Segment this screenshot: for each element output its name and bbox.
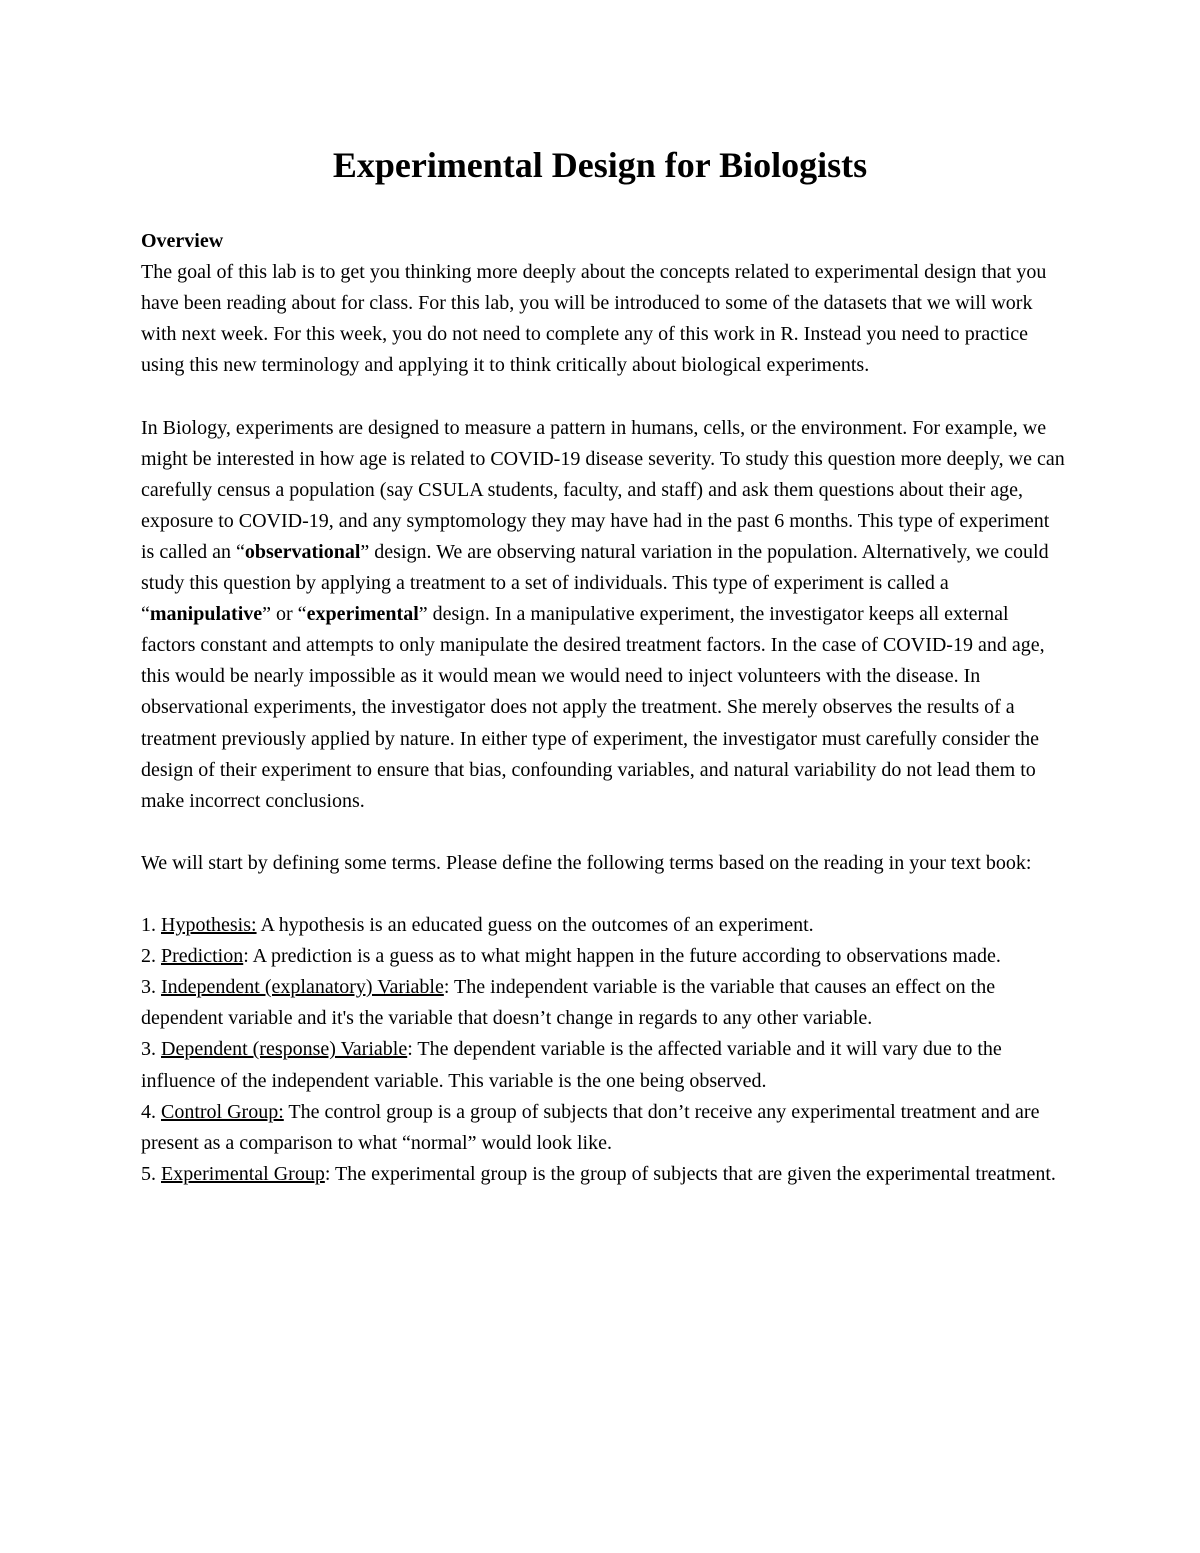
paragraph-gap	[141, 879, 1066, 910]
definition-term: Hypothesis:	[161, 914, 257, 937]
definitions-list	[141, 910, 1066, 1190]
paragraph-gap	[141, 817, 1066, 848]
intro-text-4: ” design. In a manipulative experiment, the investigator keeps all external factors constant and attempts to only manipulate the desired treatment factors. In the case of COVID-19 and age, this would be nearly impossible as it would mean we would need to inject volunteers with the disease. In observational experiments, the investigator does not apply the treatment. She merely observes the results of a treatment previously applied by nature. In either type of experiment, the investigator must carefully consider the design of their experiment to ensure that bias, confounding variables, and natural variability do not lead them to make incorrect conclusions.	[141, 603, 1045, 812]
overview-paragraph: The goal of this lab is to get you thinking more deeply about the concepts related to experimental design that you have been reading about for class. For this lab, you will be introduced to some of the datasets that we will work with next week. For this week, you do not need to complete any of this work in R. Instead you need to practice using this new terminology and applying it to think critically about biological experiments.	[141, 261, 1047, 377]
intro-text-1: In Biology, experiments are designed to measure a pattern in humans, cells, or the environment. For example, we might be interested in how age is related to COVID-19 disease severity. To study this question more deeply, we can carefully census a population (say CSULA students, faculty, and staff) and ask them questions about their age, exposure to COVID-19, and any symptomology they may have had in the past 6 months. This type of experiment is called an “	[141, 416, 1065, 563]
definition-number: 2.	[141, 945, 161, 968]
definition-term: Control Group:	[161, 1100, 284, 1123]
definition-number: 1.	[141, 914, 161, 937]
instructions-paragraph: We will start by defining some terms. Please define the following terms based on the reading in your text book:	[141, 851, 1032, 874]
definition-text: The control group is a group of subjects that don’t receive any experimental treatment and are present as a comparison to what “normal” would look like.	[141, 1100, 1040, 1154]
definition-number: 3.	[141, 976, 161, 999]
definition-text: : The experimental group is the group of subjects that are given the experimental treatment.	[324, 1162, 1056, 1185]
definition-item	[141, 1097, 1066, 1159]
definition-term: Independent (explanatory) Variable	[161, 976, 444, 999]
definition-term: Dependent (response) Variable	[161, 1038, 408, 1061]
intro-text-2: ” design. We are observing natural variation in the population. Alternatively, we could study this question by applying a treatment to a set of individuals. This type of experiment is called a “	[141, 540, 1049, 626]
manipulative-term: manipulative	[149, 603, 263, 626]
definition-item	[141, 972, 1066, 1034]
definition-text: : A prediction is a guess as to what might happen in the future according to observations made.	[243, 945, 1001, 968]
overview-heading: Overview	[141, 230, 224, 252]
definition-term: Experimental Group	[161, 1162, 325, 1185]
definition-number: 3.	[141, 1038, 161, 1061]
definition-text: A hypothesis is an educated guess on the outcomes of an experiment.	[256, 914, 814, 937]
intro-text-3: ” or “	[262, 603, 307, 626]
definition-item	[141, 941, 1066, 972]
definition-text: : The dependent variable is the affected variable and it will vary due to the influence of the independent variable. This variable is the one being observed.	[141, 1038, 1002, 1092]
intro-paragraph	[141, 413, 1066, 817]
paragraph-gap	[141, 381, 1066, 412]
experimental-term: experimental	[306, 603, 419, 626]
document-body	[141, 226, 1066, 1190]
definition-item	[141, 1034, 1066, 1096]
definition-item	[141, 1159, 1066, 1190]
definition-term: Prediction	[161, 945, 244, 968]
definition-text: : The independent variable is the variable that causes an effect on the dependent variable and it's the variable that doesn’t change in regards to any other variable.	[141, 976, 996, 1030]
definition-item	[141, 910, 1066, 941]
definition-number: 5.	[141, 1162, 161, 1185]
page-title: Experimental Design for Biologists	[332, 145, 868, 185]
definition-number: 4.	[141, 1100, 161, 1123]
observational-term: observational	[244, 540, 361, 563]
